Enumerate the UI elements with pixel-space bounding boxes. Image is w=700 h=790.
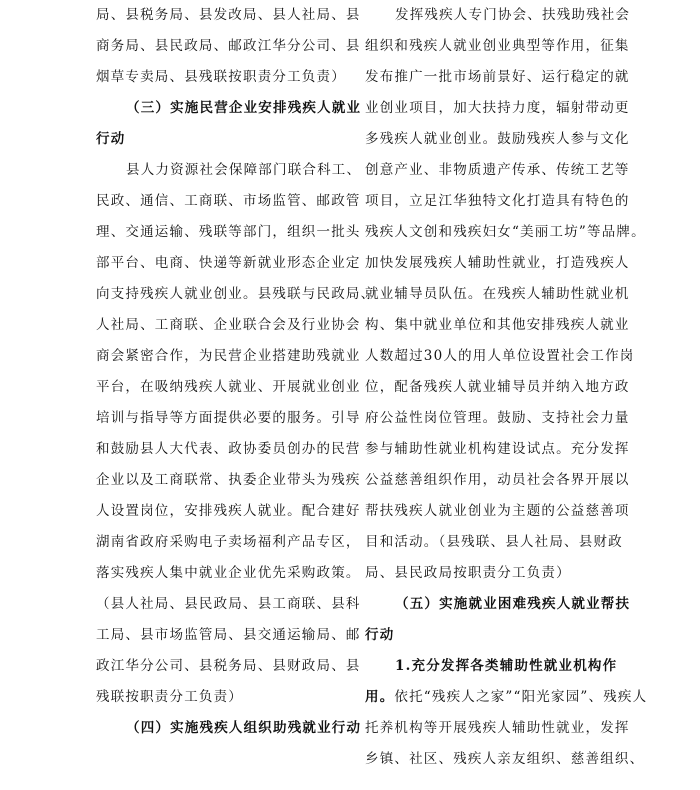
line-text: 人社局、工商联、企业联合会及行业协会: [96, 317, 361, 333]
line-text: 商务局、县民政局、邮政江华分公司、县: [96, 38, 361, 54]
bold-lead-text: 用。: [365, 689, 395, 705]
line-text: 局、县税务局、县发改局、县人社局、县: [96, 7, 361, 23]
line-text: 创意产业、非物质遗产传承、传统工艺等: [365, 162, 630, 178]
body-text-line: [365, 124, 630, 155]
body-text-line: [365, 155, 630, 186]
body-text-line: [365, 496, 630, 527]
line-text: 县人力资源社会保障部门联合科工、: [126, 162, 362, 178]
body-text-line: [365, 341, 635, 372]
line-text: 1.充分发挥各类辅助性就业机构作: [395, 658, 618, 674]
section-heading-line: [365, 651, 618, 682]
body-text-line: [96, 0, 361, 31]
line-text: 位，配备残疾人就业辅导员并纳入地方政: [365, 379, 630, 395]
line-text: 帮扶残疾人就业创业为主题的公益慈善项: [365, 503, 630, 519]
body-text-line: [365, 93, 630, 124]
line-text: 业创业项目，加大扶持力度，辐射带动更: [365, 100, 630, 116]
body-text-line: [96, 682, 348, 713]
body-text-line: [96, 527, 361, 558]
body-text-line: [365, 527, 623, 558]
line-text: 府公益性岗位管理。鼓励、支持社会力量: [365, 410, 630, 426]
body-text-line: [96, 341, 361, 372]
body-text-line: [365, 186, 630, 217]
line-text: 人设置岗位，安排残疾人就业。配合建好: [96, 503, 361, 519]
body-text-line: [96, 62, 348, 93]
line-text: 构、集中就业单位和其他安排残疾人就业: [365, 317, 630, 333]
body-text-line: [96, 651, 361, 682]
line-text: 参与辅助性就业机构建设试点。充分发挥: [365, 441, 630, 457]
line-text: 人数超过30人的用人单位设置社会工作岗: [365, 348, 635, 364]
line-text: 残联按职责分工负责）: [96, 689, 243, 705]
line-text: 多残疾人就业创业。鼓励残疾人参与文化: [365, 131, 630, 147]
line-text: 工局、县市场监管局、县交通运输局、邮: [96, 627, 361, 643]
line-text: 商会紧密合作，为民营企业搭建助残就业: [96, 348, 361, 364]
body-text-line: [96, 155, 362, 186]
body-text-line: [365, 217, 646, 248]
body-text-line: [96, 248, 361, 279]
line-text: 民政、通信、工商联、市场监管、邮政管: [96, 193, 361, 209]
line-text: 培训与指导等方面提供必要的服务。引导: [96, 410, 361, 426]
line-text: 企业以及工商联常、执委企业带头为残疾: [96, 472, 361, 488]
line-text: 烟草专卖局、县残联按职责分工负责）: [96, 69, 346, 85]
line-text: 残疾人文创和残疾妇女“美丽工坊”等品牌。: [365, 224, 646, 240]
line-text: 和鼓励县人大代表、政协委员创办的民营: [96, 441, 361, 457]
line-text: 理、交通运输、残联等部门，组织一批头: [96, 224, 361, 240]
line-text: 湖南省政府采购电子卖场福利产品专区，: [96, 534, 361, 550]
body-text-line: [96, 279, 376, 310]
body-text-line: [365, 279, 630, 310]
line-text: 落实残疾人集中就业企业优先采购政策。: [96, 565, 361, 581]
body-text-line: [365, 465, 630, 496]
section-heading-line: [96, 93, 362, 124]
line-text: （县人社局、县民政局、县工商联、县科: [96, 596, 361, 612]
body-text-line: [365, 682, 648, 713]
body-text-line: [96, 372, 361, 403]
line-text: 部平台、电商、快递等新就业形态企业定: [96, 255, 361, 271]
body-text-line: [96, 403, 361, 434]
body-text-line: [365, 62, 630, 93]
body-text-line: [365, 310, 630, 341]
body-text-line: [365, 403, 630, 434]
body-text-rest: 依托“残疾人之家”“阳光家园”、残疾人: [394, 689, 648, 705]
section-heading-line: [96, 124, 348, 155]
body-text-line: [96, 465, 361, 496]
body-text-line: [365, 713, 630, 744]
body-text-line: [365, 0, 631, 31]
line-text: 行动: [96, 131, 126, 147]
body-text-line: [96, 496, 361, 527]
body-text-line: [96, 31, 361, 62]
line-text: 项目，立足江华独特文化打造具有特色的: [365, 193, 630, 209]
line-text: 行动: [365, 627, 395, 643]
line-text: 发挥残疾人专门协会、扶残助残社会: [395, 7, 631, 23]
body-text-line: [365, 744, 645, 775]
line-text: 乡镇、社区、残疾人亲友组织、慈善组织、: [365, 751, 645, 767]
body-text-line: [365, 248, 630, 279]
body-text-line: [96, 589, 361, 620]
section-heading-line: [365, 589, 631, 620]
line-text: 发布推广一批市场前景好、运行稳定的就: [365, 69, 630, 85]
body-text-line: [365, 558, 613, 589]
line-text: 政江华分公司、县税务局、县财政局、县: [96, 658, 361, 674]
line-text: 就业辅导员队伍。在残疾人辅助性就业机: [365, 286, 630, 302]
body-text-line: [365, 372, 630, 403]
line-text: （三）实施民营企业安排残疾人就业: [126, 100, 362, 116]
section-heading-line: [96, 713, 362, 744]
line-text: 平台，在吸纳残疾人就业、开展就业创业: [96, 379, 361, 395]
section-heading-line: [365, 620, 613, 651]
line-text: 目和活动。（县残联、县人社局、县财政: [365, 534, 623, 550]
left-text-column: [96, 0, 376, 744]
body-text-line: [96, 620, 361, 651]
body-text-line: [96, 217, 361, 248]
right-text-column: [365, 0, 648, 775]
line-text: 加快发展残疾人辅助性就业，打造残疾人: [365, 255, 630, 271]
body-text-line: [96, 186, 361, 217]
body-text-line: [365, 434, 630, 465]
line-text: 公益慈善组织作用，动员社会各界开展以: [365, 472, 630, 488]
line-text: （五）实施就业困难残疾人就业帮扶: [395, 596, 631, 612]
body-text-line: [365, 31, 630, 62]
line-text: 局、县民政局按职责分工负责）: [365, 565, 571, 581]
body-text-line: [96, 434, 361, 465]
line-text: 托养机构等开展残疾人辅助性就业，发挥: [365, 720, 630, 736]
line-text: （四）实施残疾人组织助残就业行动: [126, 720, 362, 736]
body-text-line: [96, 558, 361, 589]
line-text: 组织和残疾人就业创业典型等作用，征集: [365, 38, 630, 54]
line-text: 向支持残疾人就业创业。县残联与民政局、: [96, 286, 376, 302]
body-text-line: [96, 310, 361, 341]
